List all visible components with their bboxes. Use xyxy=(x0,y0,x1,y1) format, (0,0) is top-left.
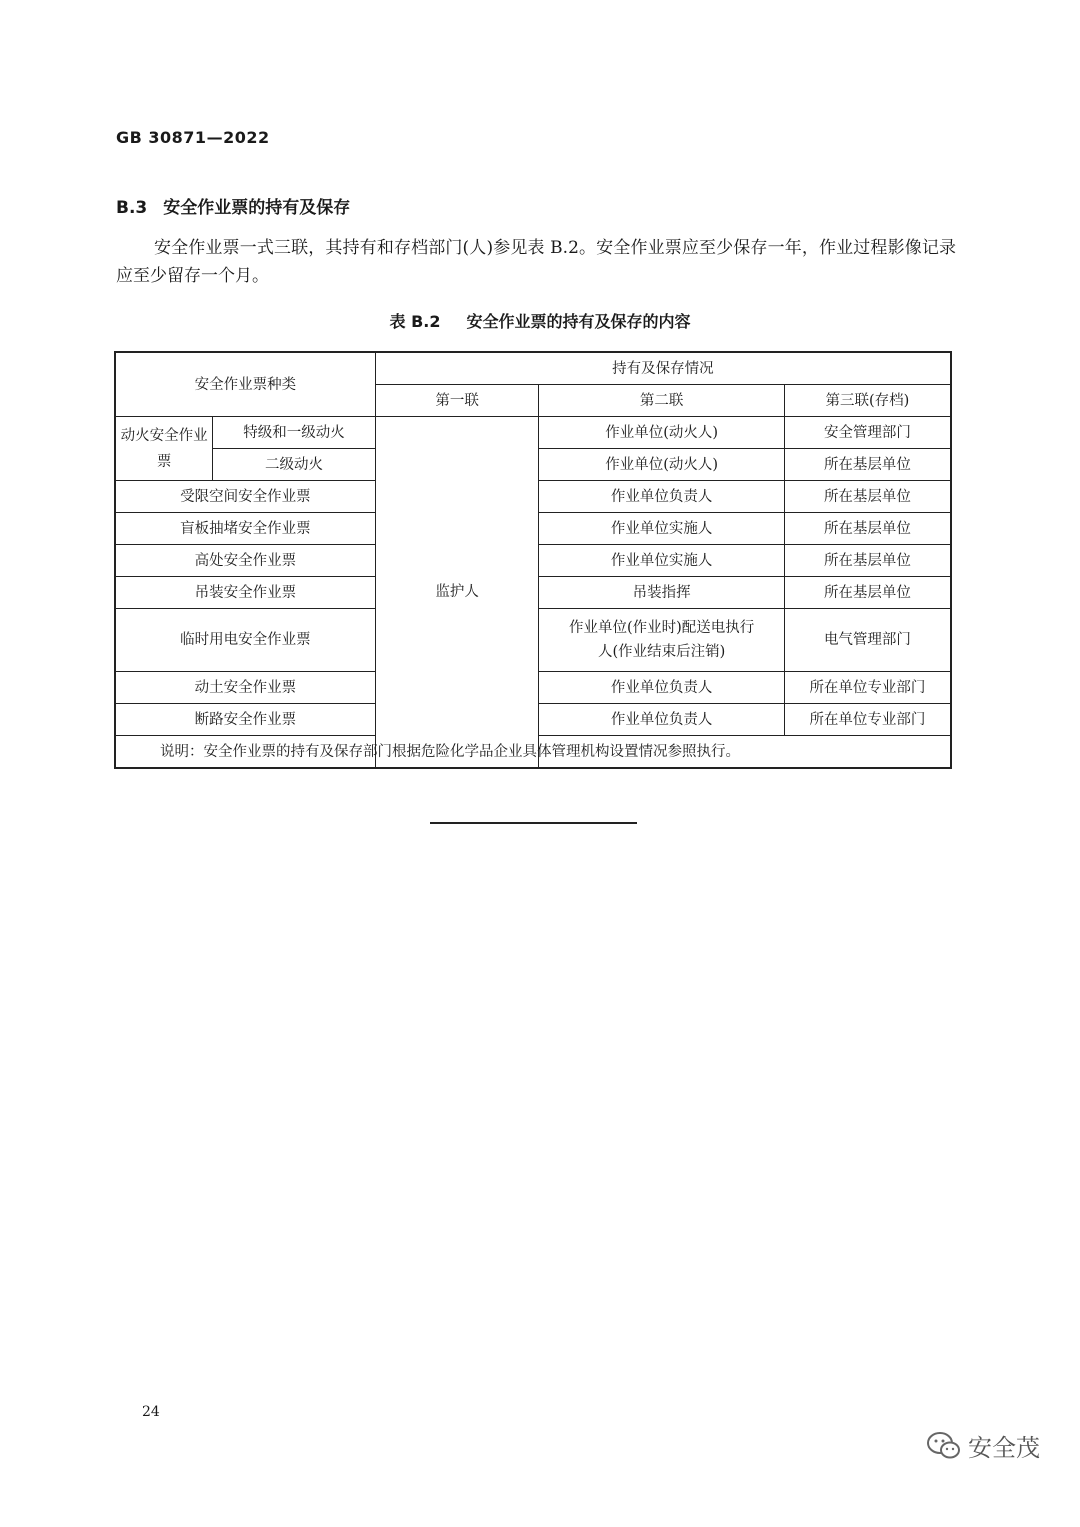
row-type: 二级动火 xyxy=(213,449,376,481)
section-number: B.3 xyxy=(116,198,148,218)
row-col3: 所在基层单位 xyxy=(784,449,951,481)
row-col2: 作业单位负责人 xyxy=(539,704,784,736)
row-type: 临时用电安全作业票 xyxy=(115,609,375,672)
watermark-brand: 安全茂 xyxy=(968,1434,1040,1462)
end-divider xyxy=(430,822,637,824)
row-col2: 作业单位负责人 xyxy=(539,672,784,704)
header-col1: 第一联 xyxy=(375,385,539,417)
page-number: 24 xyxy=(142,1404,160,1420)
row-col2: 作业单位负责人 xyxy=(539,481,784,513)
row-col2: 作业单位(作业时)配送电执行人(作业结束后注销) xyxy=(539,609,784,672)
row-col2: 作业单位(动火人) xyxy=(539,417,784,449)
permit-holding-table xyxy=(114,351,952,769)
row-col3: 所在单位专业部门 xyxy=(784,704,951,736)
row-col3: 所在基层单位 xyxy=(784,513,951,545)
standard-code: GB 30871—2022 xyxy=(116,128,270,147)
table-note-row xyxy=(115,736,951,769)
row-type: 特级和一级动火 xyxy=(213,417,376,449)
header-type: 安全作业票种类 xyxy=(115,352,375,417)
section-title: 安全作业票的持有及保存 xyxy=(163,198,351,218)
table-row xyxy=(115,417,951,449)
section-heading xyxy=(116,193,350,218)
row-col2: 吊装指挥 xyxy=(539,577,784,609)
row-col2: 作业单位(动火人) xyxy=(539,449,784,481)
row-type: 盲板抽堵安全作业票 xyxy=(115,513,375,545)
table-number: 表 B.2 xyxy=(389,312,441,331)
row-col3: 安全管理部门 xyxy=(784,417,951,449)
header-group: 持有及保存情况 xyxy=(375,352,951,385)
row-col3: 所在单位专业部门 xyxy=(784,672,951,704)
row-type: 吊装安全作业票 xyxy=(115,577,375,609)
table-header-row xyxy=(115,352,951,385)
body-paragraph: 安全作业票一式三联，其持有和存档部门(人)参见表 B.2。安全作业票应至少保存一年，作业过程影像记录应至少留存一个月。 xyxy=(116,238,956,286)
row-col3: 所在基层单位 xyxy=(784,481,951,513)
table-title: 安全作业票的持有及保存的内容 xyxy=(466,312,691,331)
wechat-icon xyxy=(926,1431,962,1461)
table-caption xyxy=(0,309,1080,332)
row-col3: 电气管理部门 xyxy=(784,609,951,672)
col1-merged-cell: 监护人 xyxy=(375,417,539,769)
row-col3: 所在基层单位 xyxy=(784,577,951,609)
hot-work-group-cell: 动火安全作业票 xyxy=(115,417,213,481)
row-col3: 所在基层单位 xyxy=(784,545,951,577)
row-type: 断路安全作业票 xyxy=(115,704,375,736)
row-type: 高处安全作业票 xyxy=(115,545,375,577)
row-type: 动土安全作业票 xyxy=(115,672,375,704)
watermark xyxy=(926,1428,1040,1463)
row-type: 受限空间安全作业票 xyxy=(115,481,375,513)
header-col2: 第二联 xyxy=(539,385,784,417)
header-col3: 第三联(存档) xyxy=(784,385,951,417)
row-col2: 作业单位实施人 xyxy=(539,545,784,577)
row-col2: 作业单位实施人 xyxy=(539,513,784,545)
table-note: 说明：安全作业票的持有及保存部门根据危险化学品企业具体管理机构设置情况参照执行。 xyxy=(115,736,951,769)
